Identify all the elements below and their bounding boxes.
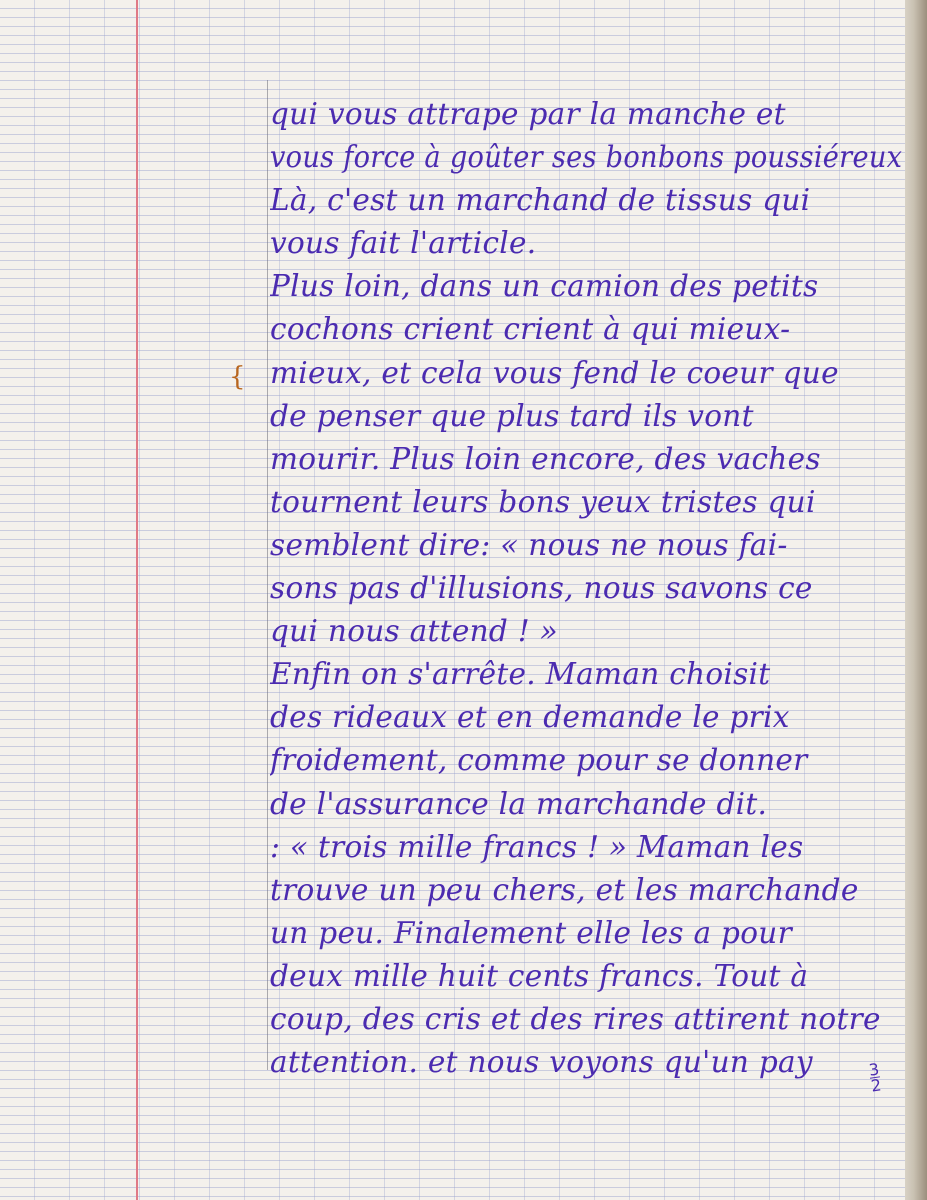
- paper-edge: [905, 0, 927, 1200]
- text-line: des rideaux et en demande le prix: [270, 700, 790, 735]
- margin-line: [136, 0, 138, 1200]
- text-line: de penser que plus tard ils vont: [270, 398, 754, 433]
- text-line: Enfin on s'arrête. Maman choisit: [270, 657, 771, 692]
- text-line: tournent leurs bons yeux tristes qui: [270, 484, 816, 519]
- text-line: deux mille huit cents francs. Tout à: [270, 958, 809, 993]
- text-line: de l'assurance la marchande dit.: [270, 786, 768, 821]
- text-line: trouve un peu chers, et les marchande: [270, 872, 859, 907]
- text-line: coup, des cris et des rires attirent notre: [270, 1001, 881, 1036]
- text-line: un peu. Finalement elle les a pour: [270, 915, 792, 950]
- text-line: sons pas d'illusions, nous savons ce: [270, 571, 813, 606]
- text-line: mourir. Plus loin encore, des vaches: [270, 441, 821, 476]
- text-line: qui nous attend ! »: [270, 614, 558, 649]
- text-line: cochons crient crient à qui mieux-: [270, 312, 791, 347]
- text-line: attention. et nous voyons qu'un pay: [270, 1045, 813, 1080]
- text-line: vous force à goûter ses bonbons poussiéreux: [270, 140, 903, 175]
- page-number-top: 3: [867, 1059, 881, 1080]
- handwritten-text: [270, 93, 910, 1084]
- text-line: : « trois mille francs ! » Maman les: [270, 829, 804, 864]
- text-line: vous fait l'article.: [270, 226, 537, 261]
- text-line: semblent dire: « nous ne nous fai-: [270, 527, 788, 562]
- page-number-bottom: 2: [869, 1075, 883, 1096]
- text-line: mieux, et cela vous fend le coeur que: [270, 355, 839, 390]
- pencil-margin-line: [267, 80, 268, 1070]
- text-line: froidement, comme pour se donner: [270, 743, 808, 778]
- text-line: Plus loin, dans un camion des petits: [270, 269, 819, 304]
- margin-correction-mark: {: [229, 362, 246, 392]
- text-line: qui vous attrape par la manche et: [270, 97, 786, 131]
- text-line: Là, c'est un marchand de tissus qui: [270, 183, 811, 218]
